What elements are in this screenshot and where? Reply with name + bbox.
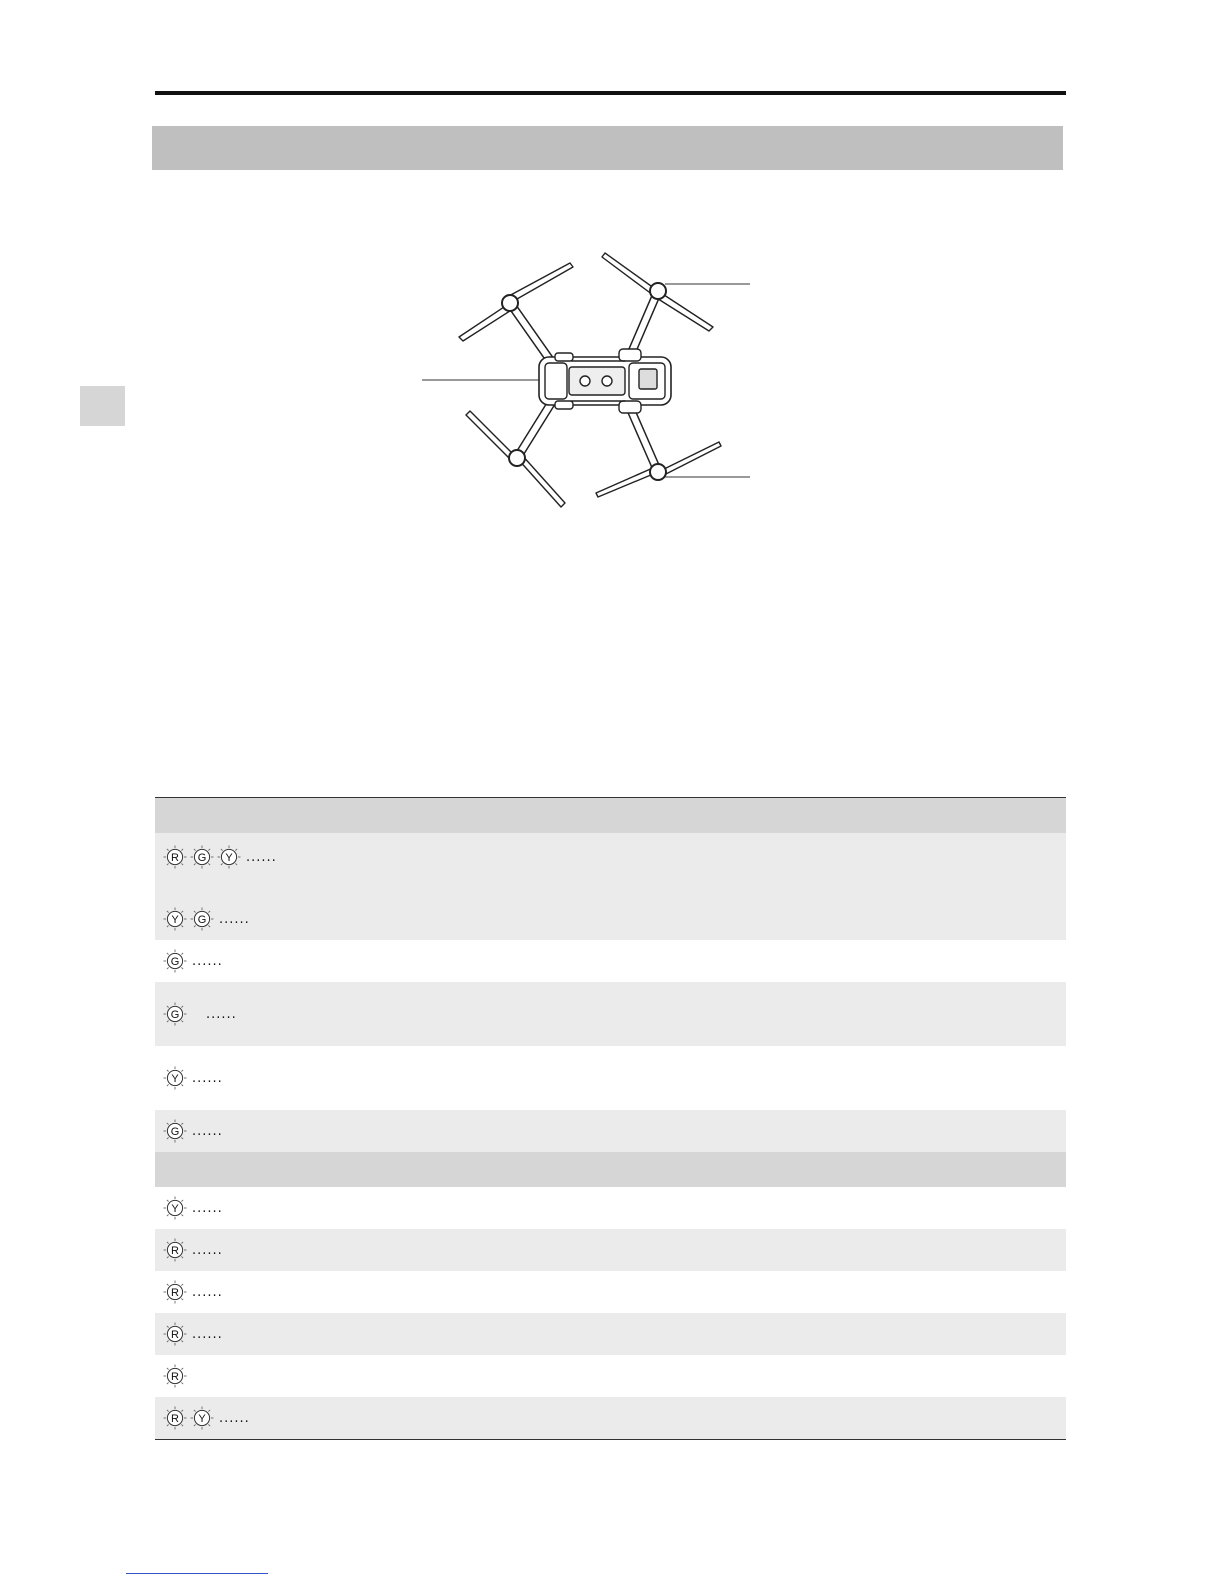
table-section-header-row — [155, 1152, 1066, 1187]
led-pattern — [163, 1280, 223, 1304]
chapter-side-tab — [80, 386, 125, 426]
svg-text:R: R — [171, 1413, 179, 1425]
blink-indicator: ...... — [206, 1006, 237, 1022]
table-row — [155, 1313, 1066, 1355]
svg-text:R: R — [171, 1329, 179, 1341]
svg-text:G: G — [170, 1126, 180, 1138]
led-pattern — [163, 1238, 223, 1262]
blink-indicator: ...... — [219, 1410, 250, 1426]
led-pattern — [163, 1002, 237, 1026]
table-header-row — [155, 798, 1066, 833]
table-row — [155, 982, 1066, 1046]
led-pattern — [163, 1119, 223, 1143]
blink-indicator: ...... — [192, 1284, 223, 1300]
svg-text:R: R — [171, 1287, 179, 1299]
led-pattern — [163, 1066, 223, 1090]
green-led-icon — [163, 1002, 187, 1026]
yellow-led-icon — [163, 1196, 187, 1220]
green-led-icon — [190, 845, 214, 869]
led-pattern — [163, 1322, 223, 1346]
table-row — [155, 1229, 1066, 1271]
table-row — [155, 898, 1066, 940]
red-led-icon — [163, 1406, 187, 1430]
yellow-led-icon — [163, 1066, 187, 1090]
red-led-icon — [163, 1322, 187, 1346]
svg-text:Y: Y — [171, 1203, 179, 1215]
led-pattern — [163, 1406, 250, 1430]
table-row — [155, 833, 1066, 898]
table-row — [155, 1271, 1066, 1313]
blink-indicator: ...... — [192, 1070, 223, 1086]
led-pattern — [163, 1196, 223, 1220]
svg-text:Y: Y — [171, 1073, 179, 1085]
red-led-icon — [163, 1364, 187, 1388]
yellow-led-icon — [190, 1406, 214, 1430]
top-rule — [155, 91, 1066, 95]
led-pattern — [163, 845, 277, 869]
green-led-icon — [163, 949, 187, 973]
yellow-led-icon — [163, 907, 187, 931]
red-led-icon — [163, 1280, 187, 1304]
svg-text:G: G — [170, 1009, 180, 1021]
table-row — [155, 1397, 1066, 1439]
red-led-icon — [163, 1238, 187, 1262]
blink-indicator: ...... — [192, 1242, 223, 1258]
svg-text:R: R — [171, 1371, 179, 1383]
svg-text:R: R — [171, 1245, 179, 1257]
blink-indicator: ...... — [192, 953, 223, 969]
green-led-icon — [190, 907, 214, 931]
table-row — [155, 1046, 1066, 1110]
footer-link-underline[interactable] — [126, 1573, 268, 1574]
svg-text:G: G — [170, 956, 180, 968]
drone-top-view-icon — [415, 245, 760, 515]
table-row — [155, 940, 1066, 982]
table-row — [155, 1110, 1066, 1152]
svg-text:Y: Y — [225, 852, 233, 864]
table-row — [155, 1187, 1066, 1229]
svg-text:Y: Y — [198, 1413, 206, 1425]
red-led-icon — [163, 845, 187, 869]
svg-text:G: G — [197, 914, 207, 926]
led-pattern — [163, 949, 223, 973]
led-pattern — [163, 1364, 192, 1388]
green-led-icon — [163, 1119, 187, 1143]
blink-indicator: ...... — [192, 1123, 223, 1139]
table-row — [155, 1355, 1066, 1397]
blink-indicator: ...... — [192, 1200, 223, 1216]
led-status-table — [155, 797, 1066, 1440]
svg-text:Y: Y — [171, 914, 179, 926]
blink-indicator: ...... — [246, 849, 277, 865]
svg-text:R: R — [171, 852, 179, 864]
svg-text:G: G — [197, 852, 207, 864]
section-title-band — [152, 126, 1063, 170]
blink-indicator: ...... — [192, 1326, 223, 1342]
blink-indicator: ...... — [219, 911, 250, 927]
yellow-led-icon — [217, 845, 241, 869]
led-pattern — [163, 907, 250, 931]
